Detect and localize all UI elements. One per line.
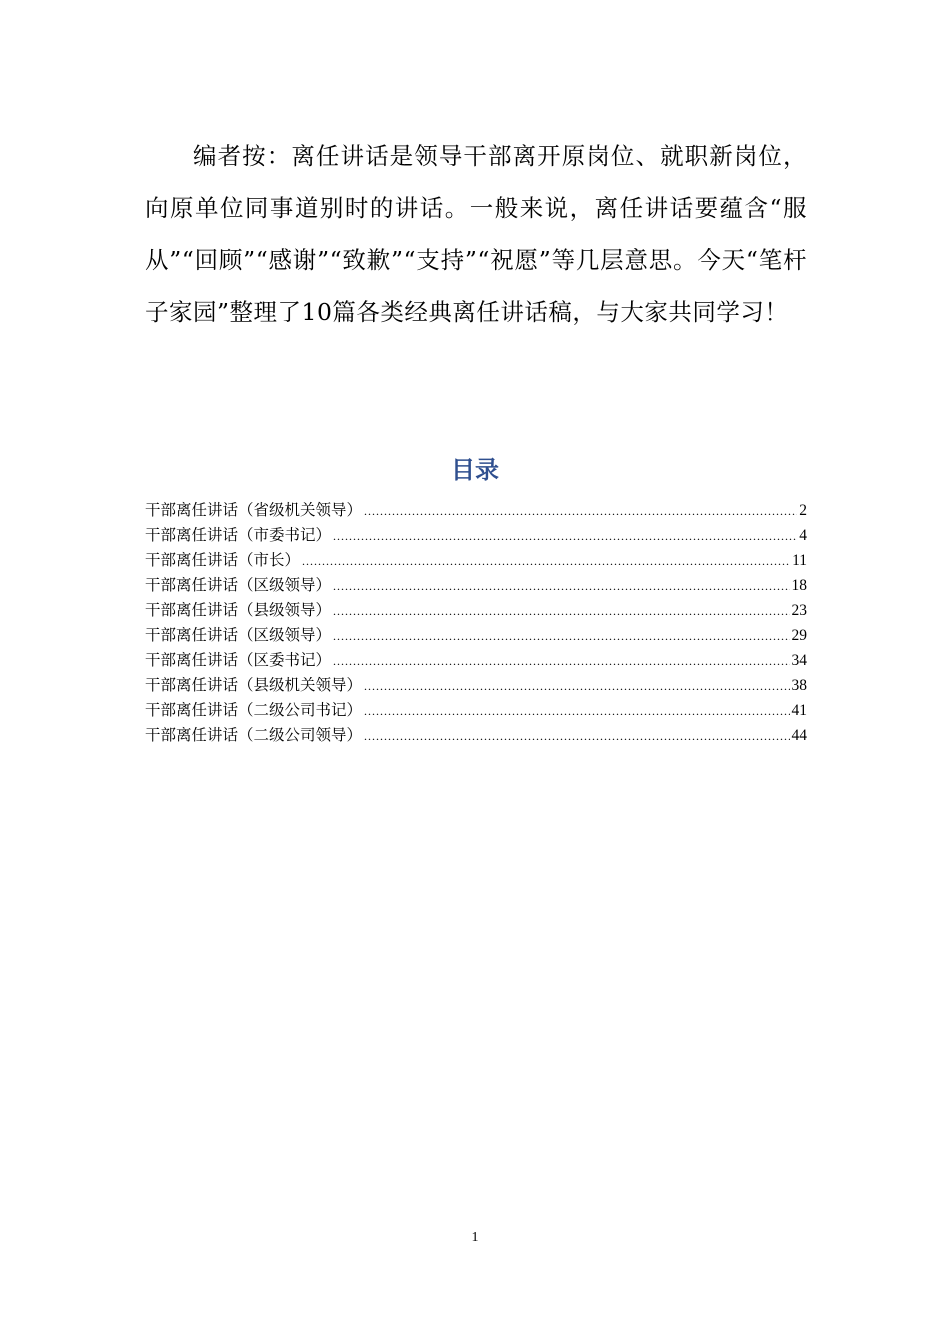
toc-entry-label: 干部离任讲话（区级领导） xyxy=(145,576,332,594)
toc-entry-page: 34 xyxy=(791,652,807,669)
toc-entry[interactable] xyxy=(145,623,807,648)
toc-entry[interactable] xyxy=(145,648,807,673)
toc-entry-label: 干部离任讲话（二级公司领导） xyxy=(145,726,363,744)
toc-title: 目录 xyxy=(451,455,499,484)
toc-leader-dots xyxy=(302,549,790,574)
toc-entry[interactable] xyxy=(145,573,807,598)
toc-leader-dots xyxy=(333,599,789,624)
toc-entry[interactable] xyxy=(145,548,807,573)
toc-entry-page: 41 xyxy=(791,702,807,719)
toc-entry-page: 44 xyxy=(791,727,807,744)
toc-entry-label: 干部离任讲话（区级领导） xyxy=(145,626,332,644)
toc-leader-dots xyxy=(333,649,789,674)
toc-entry[interactable] xyxy=(145,598,807,623)
toc-entry-label: 干部离任讲话（省级机关领导） xyxy=(145,501,363,519)
toc-leader-dots xyxy=(333,524,797,549)
toc-leader-dots xyxy=(364,674,789,699)
editor-note-paragraph: 编者按：离任讲话是领导干部离开原岗位、就职新岗位，向原单位同事道别时的讲话。一般来说，离任讲话要蕴含“服从”“回顾”“感谢”“致歉”“支持”“祝愿”等几层意思。今天“笔杆子家园”整理了10篇各类经典离任讲话稿，与大家共同学习！ xyxy=(145,142,807,326)
toc-leader-dots xyxy=(364,724,789,749)
toc-entry[interactable] xyxy=(145,698,807,723)
toc-leader-dots xyxy=(333,624,789,649)
toc-entry-page: 2 xyxy=(799,502,807,519)
toc-entry[interactable] xyxy=(145,498,807,523)
toc-entry-label: 干部离任讲话（二级公司书记） xyxy=(145,701,363,719)
toc-entry-page: 38 xyxy=(791,677,807,694)
toc-entry[interactable] xyxy=(145,673,807,698)
toc-leader-dots xyxy=(364,699,789,724)
toc-leader-dots xyxy=(364,499,797,524)
toc-entry[interactable] xyxy=(145,723,807,748)
table-of-contents xyxy=(145,498,807,748)
toc-entry-page: 29 xyxy=(791,627,807,644)
toc-entry[interactable] xyxy=(145,523,807,548)
toc-entry-label: 干部离任讲话（县级领导） xyxy=(145,601,332,619)
toc-leader-dots xyxy=(333,574,789,599)
toc-entry-page: 18 xyxy=(791,577,807,594)
toc-entry-label: 干部离任讲话（市委书记） xyxy=(145,526,332,544)
toc-entry-page: 23 xyxy=(791,602,807,619)
toc-entry-label: 干部离任讲话（县级机关领导） xyxy=(145,676,363,694)
toc-entry-page: 11 xyxy=(792,552,807,569)
page-number: 1 xyxy=(471,1230,479,1245)
toc-entry-page: 4 xyxy=(799,527,807,544)
toc-entry-label: 干部离任讲话（区委书记） xyxy=(145,651,332,669)
toc-entry-label: 干部离任讲话（市长） xyxy=(145,551,301,569)
